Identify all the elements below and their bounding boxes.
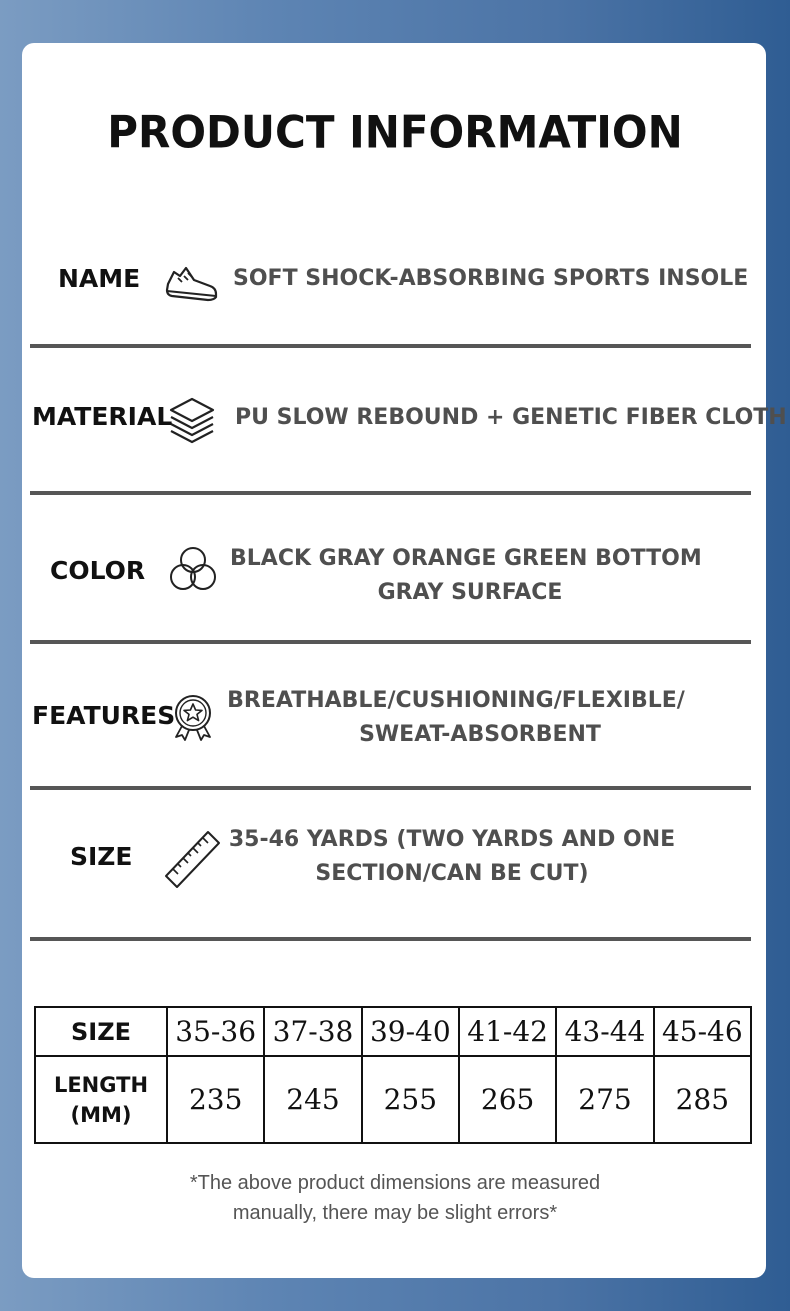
length-header-line2: (MM)	[70, 1102, 132, 1127]
row-value-color-line1: BLACK GRAY ORANGE GREEN BOTTOM	[230, 546, 702, 571]
length-cell: 245	[264, 1056, 361, 1143]
measurement-note	[0, 1168, 790, 1228]
length-cell: 265	[459, 1056, 556, 1143]
row-value-size-line2: SECTION/CAN BE CUT)	[315, 861, 589, 886]
sneaker-icon	[164, 262, 220, 304]
divider	[30, 491, 751, 495]
size-header: SIZE	[35, 1007, 167, 1056]
size-cell: 35-36	[167, 1007, 264, 1056]
size-cell: 39-40	[362, 1007, 459, 1056]
size-cell: 41-42	[459, 1007, 556, 1056]
table-row	[35, 1007, 751, 1056]
length-header	[35, 1056, 167, 1143]
layers-icon	[168, 396, 216, 446]
length-cell: 235	[167, 1056, 264, 1143]
divider	[30, 344, 751, 348]
row-value-material: PU SLOW REBOUND + GENETIC FIBER CLOTH	[235, 405, 787, 430]
award-star-icon	[170, 693, 216, 741]
row-value-features-line1: BREATHABLE/CUSHIONING/FLEXIBLE/	[227, 688, 685, 713]
row-value-color-line2: GRAY SURFACE	[377, 580, 563, 605]
row-label-material: MATERIAL	[32, 402, 173, 431]
row-label-color: COLOR	[50, 556, 146, 585]
length-cell: 285	[654, 1056, 751, 1143]
divider	[30, 640, 751, 644]
row-label-features: FEATURES	[32, 701, 176, 730]
length-cell: 275	[556, 1056, 653, 1143]
size-table	[34, 1006, 752, 1144]
row-value-size-line1: 35-46 YARDS (TWO YARDS AND ONE	[228, 827, 676, 852]
note-line1: *The above product dimensions are measured	[189, 1172, 601, 1194]
ruler-icon	[162, 828, 222, 890]
divider	[30, 937, 751, 941]
page-title: PRODUCT INFORMATION	[107, 106, 683, 159]
row-label-size: SIZE	[70, 842, 133, 871]
length-cell: 255	[362, 1056, 459, 1143]
size-cell: 43-44	[556, 1007, 653, 1056]
size-cell: 37-38	[264, 1007, 361, 1056]
size-cell: 45-46	[654, 1007, 751, 1056]
row-value-name: SOFT SHOCK-ABSORBING SPORTS INSOLE	[233, 266, 749, 291]
note-line2: manually, there may be slight errors*	[232, 1202, 558, 1224]
color-circles-icon	[168, 546, 218, 592]
divider	[30, 786, 751, 790]
length-header-line1: LENGTH	[53, 1072, 149, 1097]
table-row	[35, 1056, 751, 1143]
row-label-name: NAME	[58, 264, 141, 293]
row-value-features-line2: SWEAT-ABSORBENT	[359, 722, 601, 747]
